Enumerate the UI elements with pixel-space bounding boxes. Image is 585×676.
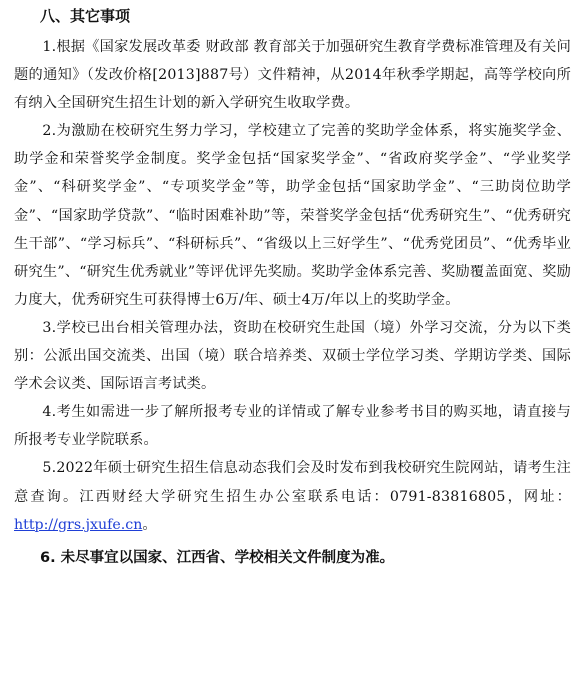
paragraph-tuition: 1.根据《国家发展改革委 财政部 教育部关于加强研究生教育学费标准管理及有关问题的通知》（发改价格[2013]887号）文件精神，从2014年秋季学期起，高等学校向所有纳入全国研究生招生计划的新入学研究生收取学费。 — [14, 39, 571, 112]
paragraph-exchange: 3.学校已出台相关管理办法，资助在校研究生赴国（境）外学习交流，分为以下类别：公派出国交流类、出国（境）联合培养类、双硕士学位学习类、学期访学类、国际学术会议类、国际语言考试类。 — [14, 319, 571, 393]
website-link[interactable]: http://grs.jxufe.cn — [14, 516, 143, 533]
paragraph-contact-college: 4.考生如需进一步了解所报考专业的详情或了解专业参考书目的购买地，请直接与所报考专业学院联系。 — [14, 404, 571, 449]
paragraph-scholarships: 2.为激励在校研究生努力学习，学校建立了完善的奖助学金体系，将实施奖学金、助学金和荣誉奖学金制度。奖学金包括“国家奖学金”、“省政府奖学金”、“学业奖学金”、“科研奖学金”、“专项奖学金”等，助学金包括“国家助学金”、“三助岗位助学金”、“国家助学贷款”、“临时困难补助”等，荣誉奖学金包括“优秀研究生”、“优秀研究生干部”、“学习标兵”、“科研标兵”、“省级以上三好学生”、“优秀党团员”、“优秀毕业研究生”、“研究生优秀就业”等评优评先奖励。奖助学金体系完善、奖励覆盖面宽、奖励力度大，优秀研究生可获得博士6万/年、硕士4万/年以上的奖助学金。 — [14, 123, 571, 308]
final-note: 6. 未尽事宜以国家、江西省、学校相关文件制度为准。 — [40, 549, 395, 566]
contact-text: 5.2022年硕士研究生招生信息动态我们会及时发布到我校研究生院网站，请考生注意查询。江西财经大学研究生招生办公室联系电话：0791-83816805，网址： — [14, 460, 571, 505]
contact-suffix: 。 — [142, 516, 157, 533]
section-heading: 八、其它事项 — [40, 7, 131, 25]
paragraph-contact-info — [14, 454, 571, 538]
